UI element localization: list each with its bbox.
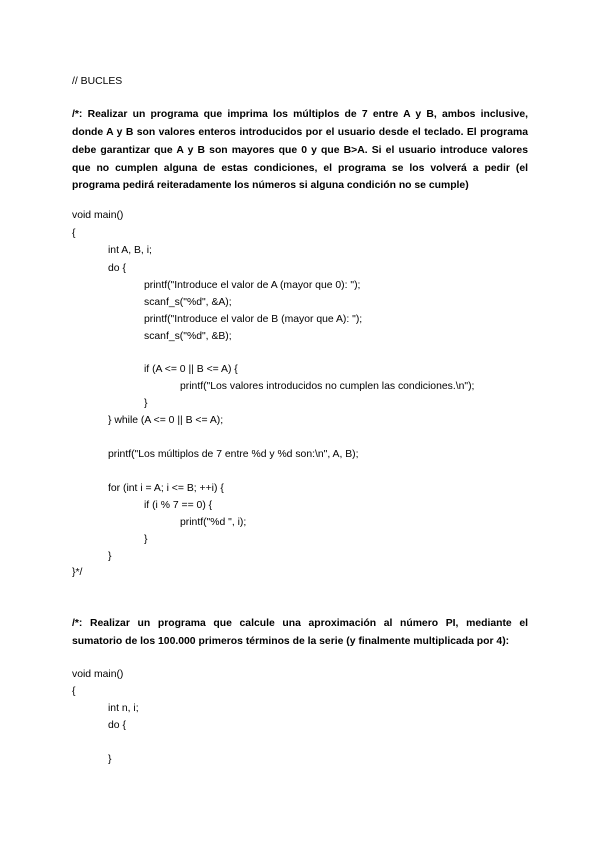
code-line: scanf_s("%d", &B); [144, 331, 232, 342]
code-line: if (A <= 0 || B <= A) { [144, 364, 238, 375]
code-line: int A, B, i; [108, 245, 152, 256]
code-line: printf("Introduce el valor de B (mayor que A): "); [144, 314, 363, 325]
code-line: void main() [72, 210, 124, 221]
code-line: void main() [72, 669, 124, 680]
code-line: } [144, 534, 148, 545]
code-line: int n, i; [108, 703, 139, 714]
code-line: printf("Los múltiplos de 7 entre %d y %d son:\n", A, B); [108, 449, 359, 460]
code-line: } [108, 754, 112, 765]
statement-line: debe garantizar que A y B son mayores que 0 y que B>A. Si el usuario introduce valores [72, 145, 528, 156]
code-line: } [144, 398, 148, 409]
section-heading: // BUCLES [72, 76, 123, 87]
statement-line: sumatorio de los 100.000 primeros términos de la serie (y finalmente multiplicada por 4): [72, 636, 510, 647]
statement-line: /*: Realizar un programa que imprima los múltiplos de 7 entre A y B, ambos inclusive, [72, 109, 528, 120]
statement-line: que no cumplen alguna de estas condiciones, el programa se los volverá a pedir (el [72, 163, 528, 174]
statement-line: donde A y B son valores enteros introducidos por el usuario desde el teclado. El programa [72, 127, 528, 138]
statement-line: /*: Realizar un programa que calcule una aproximación al número PI, mediante el [72, 618, 528, 629]
statement-line: programa pedirá reiteradamente los números si alguna condición no se cumple) [72, 180, 469, 191]
code-line: if (i % 7 == 0) { [144, 500, 213, 511]
code-line: do { [108, 720, 126, 731]
code-line: { [72, 686, 76, 697]
code-line: do { [108, 263, 126, 274]
code-line: { [72, 228, 76, 239]
code-line: printf("Los valores introducidos no cumplen las condiciones.\n"); [180, 381, 475, 392]
code-line: } while (A <= 0 || B <= A); [108, 415, 224, 426]
code-line: printf("%d ", i); [180, 517, 247, 528]
code-line: } [108, 551, 112, 562]
code-line: scanf_s("%d", &A); [144, 297, 232, 308]
code-line: for (int i = A; i <= B; ++i) { [108, 483, 224, 494]
code-line: }*/ [72, 567, 83, 578]
code-line: printf("Introduce el valor de A (mayor que 0): "); [144, 280, 361, 291]
